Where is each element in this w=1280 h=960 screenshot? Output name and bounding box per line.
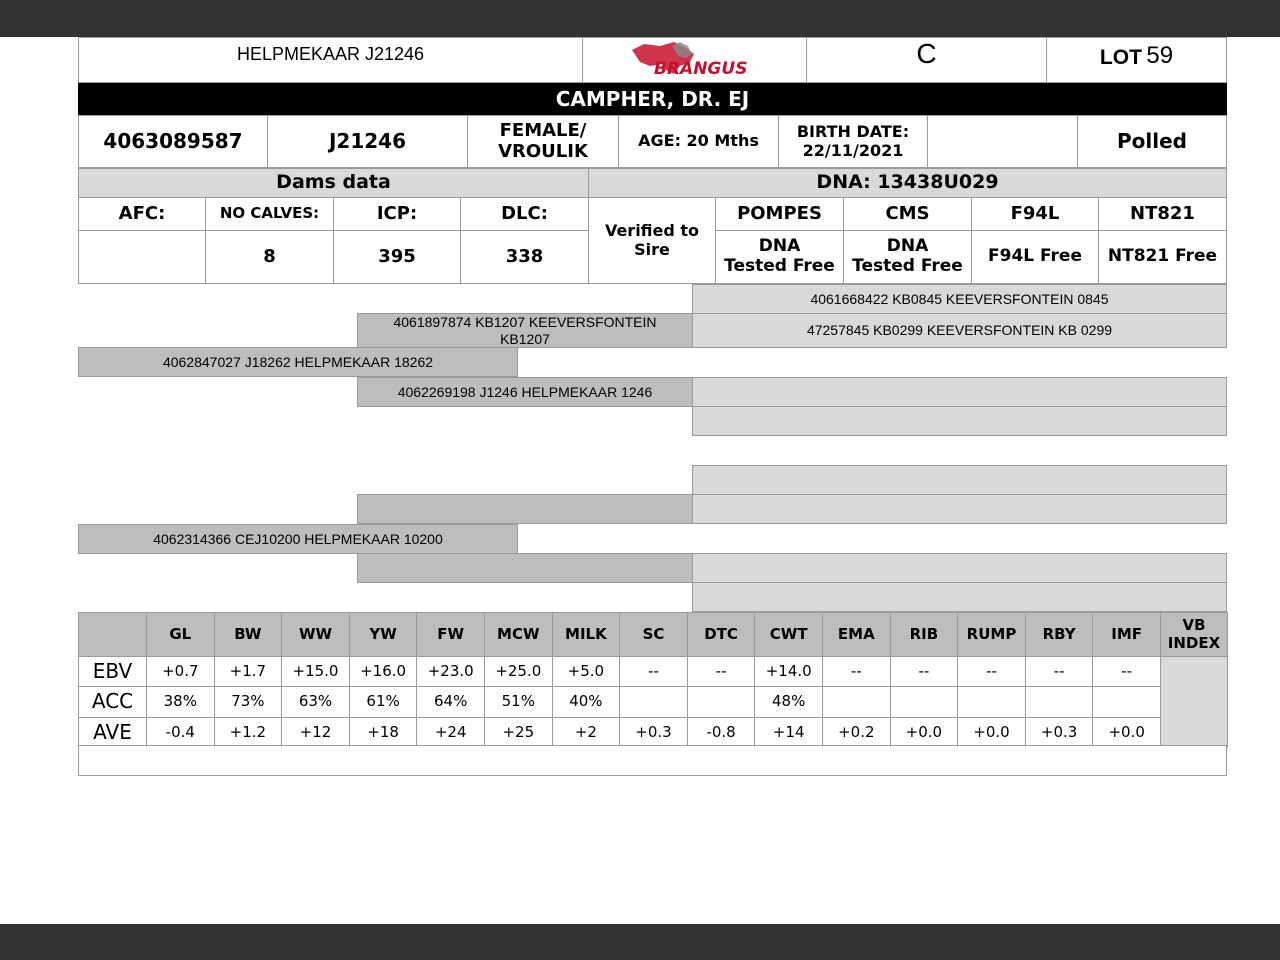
breeder-name: CAMPHER, DR. EJ <box>78 83 1227 115</box>
animal-name: HELPMEKAAR J21246 <box>78 37 583 83</box>
ebv-col-rump: RUMP <box>957 612 1026 657</box>
ebv-cell: +25.0 <box>484 656 553 687</box>
pompes-line-2: Tested Free <box>724 256 835 276</box>
f94l-label: F94L <box>971 197 1099 231</box>
verified-line-2: Sire <box>634 239 670 259</box>
pedigree-dam-sire-sire <box>692 465 1227 495</box>
pedigree-sire-dam: 4062269198 J1246 HELPMEKAAR 1246 <box>357 377 693 407</box>
viewer-bottom-bar <box>0 924 1280 960</box>
ebv-cell: -0.8 <box>687 717 756 748</box>
brangus-logo <box>582 37 807 83</box>
f94l-value: F94L Free <box>971 230 1099 284</box>
cms-label: CMS <box>843 197 972 231</box>
ebv-cell: +18 <box>349 717 418 748</box>
sex-line-2: VROULIK <box>498 140 588 162</box>
animal-age: AGE: 20 Mths <box>618 115 779 168</box>
ebv-cell: +0.0 <box>957 717 1026 748</box>
ebv-cell: +24 <box>416 717 485 748</box>
ebv-cell: 38% <box>146 686 215 717</box>
pedigree-sire-sire: 4061897874 KB1207 KEEVERSFONTEIN KB1207 <box>357 313 693 348</box>
pedigree-dam-dam-dam <box>692 582 1227 612</box>
ebv-cell <box>1092 686 1161 717</box>
ebv-col-vb-index <box>1160 612 1228 657</box>
ebv-cell: 73% <box>214 686 283 717</box>
bull-logo-icon <box>620 40 770 80</box>
ebv-cell: 64% <box>416 686 485 717</box>
ebv-cell: -- <box>890 656 959 687</box>
ebv-row-label-ebv: EBV <box>78 656 147 687</box>
ebv-cell <box>957 686 1026 717</box>
ebv-cell: +1.2 <box>214 717 283 748</box>
dlc-value: 338 <box>460 230 589 284</box>
ebv-cell: +12 <box>281 717 350 748</box>
sex-line-1: FEMALE/ <box>499 119 587 141</box>
ebv-cell <box>890 686 959 717</box>
ebv-row-label-ave: AVE <box>78 717 147 748</box>
ebv-header-corner <box>78 612 147 657</box>
ebv-cell: +0.7 <box>146 656 215 687</box>
vb-index-line-1: VB <box>1182 616 1206 635</box>
ebv-col-dtc: DTC <box>687 612 756 657</box>
ebv-col-ww: WW <box>281 612 350 657</box>
cms-line-1: DNA <box>886 236 929 257</box>
lot-box <box>1046 37 1227 83</box>
pedigree-dam-sire <box>357 494 693 524</box>
ebv-cell: -- <box>1092 656 1161 687</box>
animal-sex <box>467 115 619 168</box>
birth-date-label: BIRTH DATE: <box>796 122 910 142</box>
pompes-label: POMPES <box>715 197 844 231</box>
lot-number: 59 <box>1146 42 1174 69</box>
ebv-cell: +23.0 <box>416 656 485 687</box>
ebv-col-yw: YW <box>349 612 418 657</box>
icp-value: 395 <box>333 230 461 284</box>
ebv-cell: 48% <box>754 686 823 717</box>
birth-date-value: 22/11/2021 <box>802 140 904 160</box>
ebv-cell: -- <box>957 656 1026 687</box>
ebv-cell: 40% <box>552 686 621 717</box>
viewer-top-bar <box>0 0 1280 37</box>
ebv-col-gl: GL <box>146 612 215 657</box>
pompes-line-1: DNA <box>758 236 801 257</box>
vb-index-value <box>1160 656 1228 748</box>
ebv-cell: -- <box>619 656 688 687</box>
horn-status: Polled <box>1077 115 1227 168</box>
ebv-col-imf: IMF <box>1092 612 1161 657</box>
pedigree-sire: 4062847027 J18262 HELPMEKAAR 18262 <box>78 347 518 377</box>
ebv-col-mcw: MCW <box>484 612 553 657</box>
ebv-cell: -0.4 <box>146 717 215 748</box>
ebv-cell <box>822 686 891 717</box>
ebv-cell: +1.7 <box>214 656 283 687</box>
ebv-cell: +0.3 <box>619 717 688 748</box>
ebv-cell: -- <box>822 656 891 687</box>
pedigree-dam-sire-dam <box>692 494 1227 524</box>
pompes-value <box>715 230 844 284</box>
ebv-cell: +0.0 <box>1092 717 1161 748</box>
ebv-col-rby: RBY <box>1025 612 1094 657</box>
ebv-cell: +2 <box>552 717 621 748</box>
ebv-cell: 51% <box>484 686 553 717</box>
ebv-col-bw: BW <box>214 612 283 657</box>
dams-data-heading: Dams data <box>78 168 589 198</box>
ebv-cell: +0.0 <box>890 717 959 748</box>
ebv-cell: 63% <box>281 686 350 717</box>
ebv-cell <box>687 686 756 717</box>
pedigree-dam: 4062314366 CEJ10200 HELPMEKAAR 10200 <box>78 524 518 554</box>
verified-line-1: Verified to <box>604 221 700 241</box>
brand-text: BRANGUS <box>653 59 747 79</box>
animal-tag: J21246 <box>267 115 468 168</box>
pedigree-sire-sire-sire: 4061668422 KB0845 KEEVERSFONTEIN 0845 <box>692 284 1227 314</box>
ebv-cell <box>619 686 688 717</box>
icp-label: ICP: <box>333 197 461 231</box>
ebv-cell: +25 <box>484 717 553 748</box>
ebv-cell: -- <box>687 656 756 687</box>
blank-cell <box>927 115 1078 168</box>
ebv-cell: +16.0 <box>349 656 418 687</box>
cms-value <box>843 230 972 284</box>
pedigree-dam-dam-sire <box>692 553 1227 583</box>
pedigree-sire-sire-dam: 47257845 KB0299 KEEVERSFONTEIN KB 0299 <box>692 313 1227 348</box>
ebv-cell <box>1025 686 1094 717</box>
verified-to-sire <box>588 197 716 284</box>
afc-value <box>78 230 206 284</box>
animal-id-number: 4063089587 <box>78 115 268 168</box>
ebv-cell: -- <box>1025 656 1094 687</box>
footer-blank-row <box>78 745 1227 776</box>
ebv-col-fw: FW <box>416 612 485 657</box>
calves-value: 8 <box>205 230 334 284</box>
ebv-col-sc: SC <box>619 612 688 657</box>
cms-line-2: Tested Free <box>852 256 963 276</box>
birth-date <box>778 115 928 168</box>
dna-heading: DNA: 13438U029 <box>588 168 1227 198</box>
ebv-col-ema: EMA <box>822 612 891 657</box>
nt821-label: NT821 <box>1098 197 1227 231</box>
ebv-col-milk: MILK <box>552 612 621 657</box>
vb-index-line-2: INDEX <box>1167 633 1221 652</box>
pedigree-sire-dam-dam <box>692 406 1227 436</box>
nt821-value: NT821 Free <box>1098 230 1227 284</box>
ebv-cell: +0.2 <box>822 717 891 748</box>
calves-label: NO CALVES: <box>205 197 334 231</box>
ebv-col-rib: RIB <box>890 612 959 657</box>
dlc-label: DLC: <box>460 197 589 231</box>
grade-letter: C <box>806 37 1047 83</box>
ebv-cell: +5.0 <box>552 656 621 687</box>
ebv-cell: 61% <box>349 686 418 717</box>
pedigree-sire-dam-sire <box>692 377 1227 407</box>
afc-label: AFC: <box>78 197 206 231</box>
pedigree-dam-dam <box>357 553 693 583</box>
ebv-col-cwt: CWT <box>754 612 823 657</box>
ebv-row-label-acc: ACC <box>78 686 147 717</box>
lot-label: LOT <box>1099 46 1142 69</box>
ebv-cell: +14.0 <box>754 656 823 687</box>
ebv-cell: +0.3 <box>1025 717 1094 748</box>
ebv-cell: +15.0 <box>281 656 350 687</box>
ebv-cell: +14 <box>754 717 823 748</box>
